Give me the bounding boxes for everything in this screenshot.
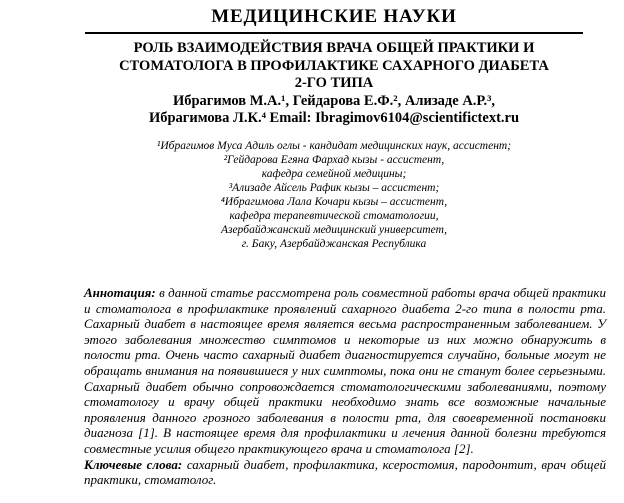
affiliation-line-2: ²Гейдарова Егяна Фархад кызы - ассистент, [223, 154, 445, 166]
article-title-line-3: 2-ГО ТИПА [294, 75, 374, 91]
article-title-line-2: СТОМАТОЛОГА В ПРОФИЛАКТИКЕ САХАРНОГО ДИАБЕТА [119, 57, 549, 74]
article-heading [84, 40, 584, 128]
authors-email-line: Ибрагимова Л.К.⁴ Email: Ibragimov6104@scientifictext.ru [148, 110, 520, 126]
article-title-line-1: РОЛЬ ВЗАИМОДЕЙСТВИЯ ВРАЧА ОБЩЕЙ ПРАКТИКИ И [133, 40, 535, 56]
section-header: МЕДИЦИНСКИЕ НАУКИ [211, 6, 457, 27]
affiliation-line-3: кафедра семейной медицины; [261, 168, 407, 180]
abstract-paragraph [84, 285, 606, 457]
affiliations-block [84, 139, 584, 251]
abstract-block [84, 285, 606, 488]
keywords-text: сахарный диабет, профилактика, ксеростомия, пародонтит, врач общей практики, стоматолог. [84, 456, 606, 488]
affiliation-line-4: ³Ализаде Айсель Рафик кызы – ассистент; [228, 182, 440, 194]
affiliation-line-6: кафедра терапевтической стоматологии, [229, 210, 439, 222]
affiliation-line-7: Азербайджанский медицинский университет, [220, 224, 448, 236]
authors-line: Ибрагимов М.А.¹, Гейдарова Е.Ф.², Ализаде А.Р.³, [172, 92, 496, 109]
header-divider [85, 32, 583, 34]
affiliation-line-5: ⁴Ибрагимова Лала Кочари кызы – ассистент, [220, 196, 448, 208]
abstract-text: в данной статье рассмотрена роль совместной работы врача общей практики и стоматолога в профилактике проявлений сахарного диабета 2-го типа в полости рта. Сахарный диабет в настоящее время является весьма распространенным заболеванием. У этого заболевания множество симптомов и некоторые из них можно обнаружить в полости рта. Очень часто сахарный диабет диагностируется случайно, больные могут не обращать внимания на появившиеся у них симптомы, пока они не станут более серьезными. Сахарный диабет обычно сопровождается стоматологическими заболеваниями, поэтому стоматологу и врачу общей практики необходимо знать все возможные начальные проявления данного грозного заболевания в полости рта, для своевременной постановки диагноза [1]. В настоящее время для профилактики и лечения данной болезни требуются совместные усилия общего практикующего врача и стоматолога [2]. [84, 285, 606, 456]
keywords-paragraph [84, 457, 606, 488]
affiliation-line-1: ¹Ибрагимов Муса Адиль оглы - кандидат медицинских наук, ассистент; [156, 140, 512, 152]
affiliation-line-8: г. Баку, Азербайджанская Республика [241, 238, 427, 250]
keywords-label: Ключевые слова: [84, 456, 183, 472]
abstract-label: Аннотация: [84, 285, 156, 300]
